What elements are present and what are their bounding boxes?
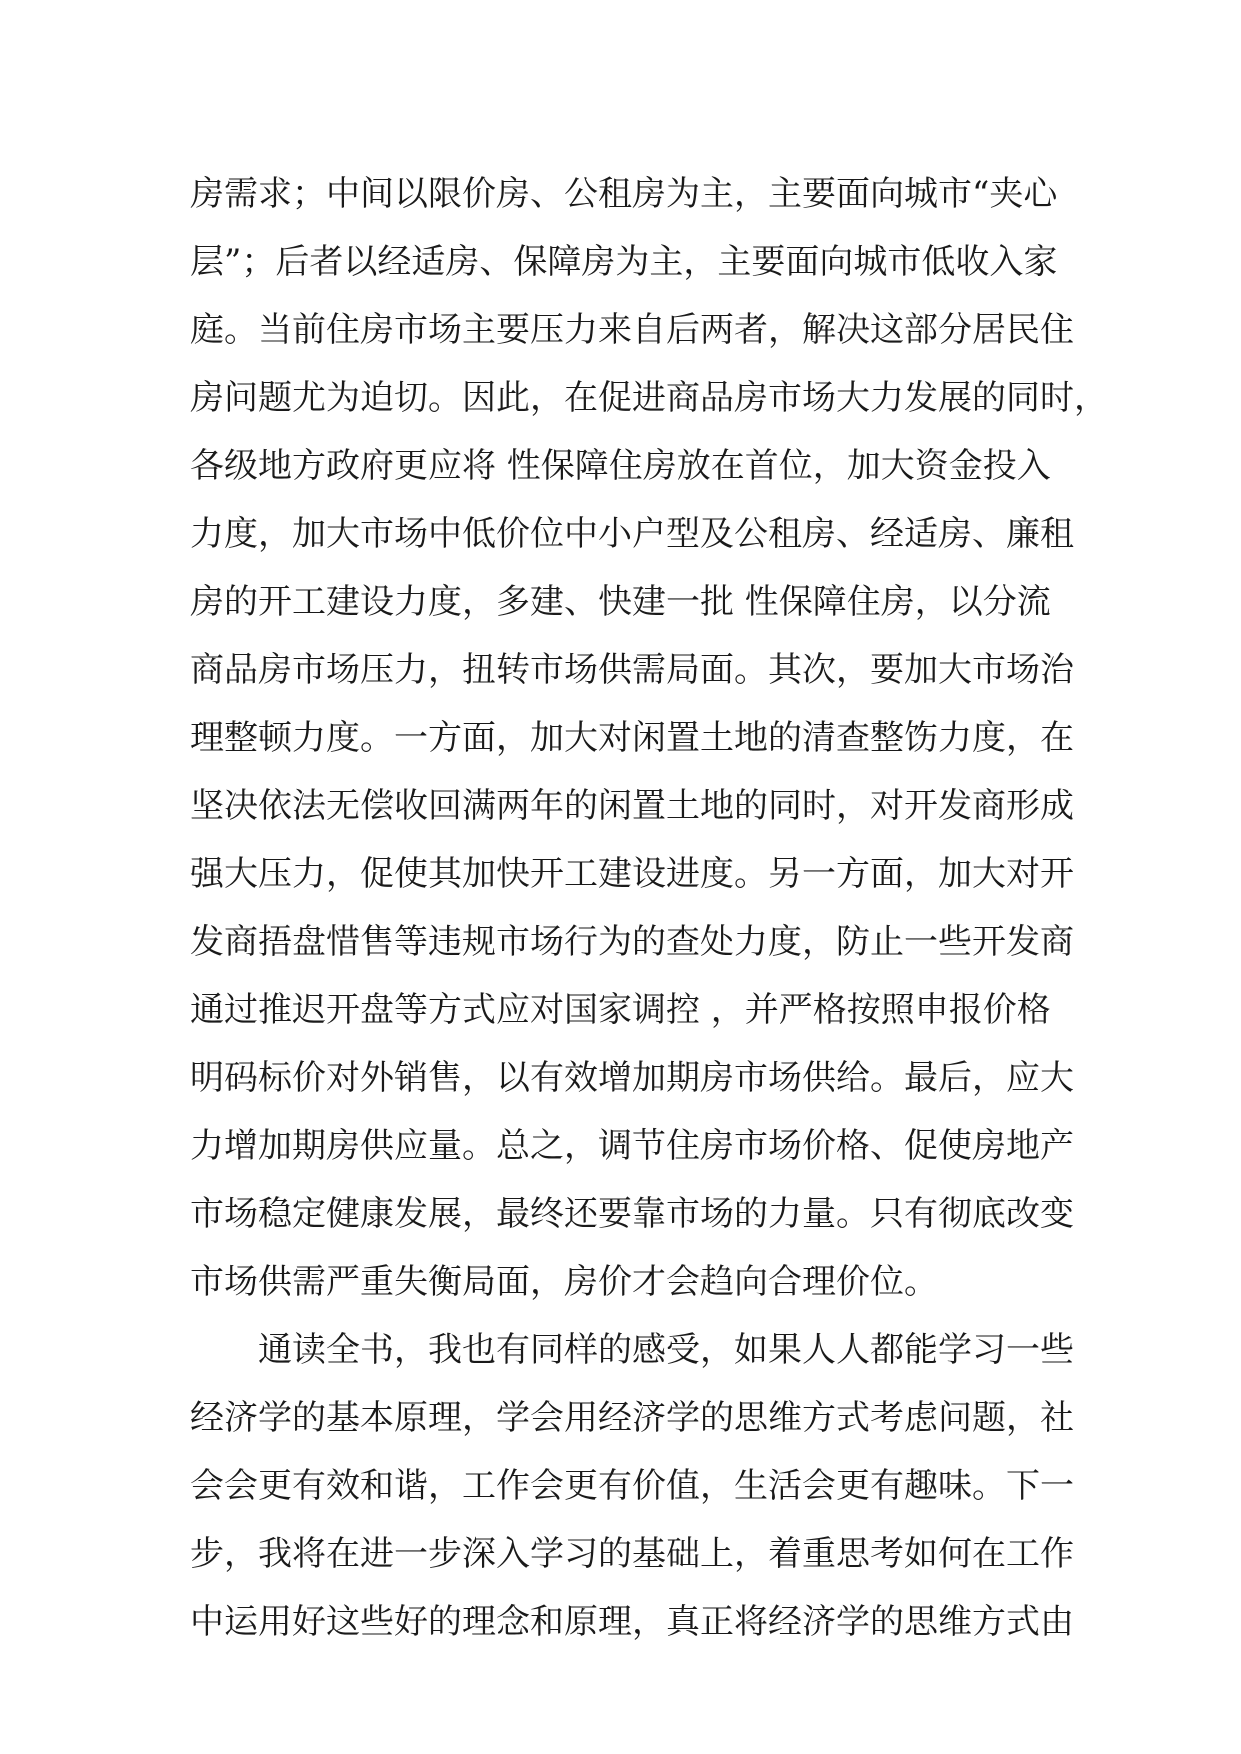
text-line: 层”；后者以经适房、保障房为主，主要面向城市低收入家 (190, 242, 1058, 282)
text-line: 强大压力，促使其加快开工建设进度。另一方面，加大对开 (190, 854, 1074, 894)
text-line: 各级地方政府更应将 性保障住房放在首位，加大资金投入 (190, 446, 1051, 486)
text-line: 通读全书，我也有同样的感受，如果人人都能学习一些 (258, 1330, 1074, 1370)
paragraph-2 (190, 1316, 1074, 1656)
text-line: 商品房市场压力，扭转市场供需局面。其次，要加大市场治 (190, 650, 1074, 690)
text-line: 通过推迟开盘等方式应对国家调控 ，并严格按照申报价格 (190, 990, 1051, 1030)
text-line: 力增加期房供应量。总之，调节住房市场价格、促使房地产 (190, 1126, 1074, 1166)
text-line: 房的开工建设力度，多建、快建一批 性保障住房，以分流 (190, 582, 1051, 622)
text-line: 经济学的基本原理，学会用经济学的思维方式考虑问题，社 (190, 1398, 1074, 1438)
text-line: 坚决依法无偿收回满两年的闲置土地的同时，对开发商形成 (190, 786, 1074, 826)
text-line: 房需求；中间以限价房、公租房为主，主要面向城市“夹心 (190, 174, 1058, 214)
text-line: 市场稳定健康发展，最终还要靠市场的力量。只有彻底改变 (190, 1194, 1074, 1234)
paragraph-1 (190, 160, 1108, 1316)
text-line: 房问题尤为迫切。因此，在促进商品房市场大力发展的同时， (190, 378, 1108, 418)
text-line: 市场供需严重失衡局面，房价才会趋向合理价位。 (190, 1262, 938, 1302)
text-line: 步，我将在进一步深入学习的基础上，着重思考如何在工作 (190, 1534, 1074, 1574)
text-line: 明码标价对外销售，以有效增加期房市场供给。最后，应大 (190, 1058, 1074, 1098)
text-line: 会会更有效和谐，工作会更有价值，生活会更有趣味。下一 (190, 1466, 1074, 1506)
text-line: 理整顿力度。一方面，加大对闲置土地的清查整饬力度，在 (190, 718, 1074, 758)
text-line: 中运用好这些好的理念和原理，真正将经济学的思维方式由 (190, 1602, 1074, 1642)
text-line: 发商捂盘惜售等违规市场行为的查处力度，防止一些开发商 (190, 922, 1074, 962)
text-line: 庭。当前住房市场主要压力来自后两者，解决这部分居民住 (190, 310, 1074, 350)
body-text (190, 160, 1108, 1656)
text-line: 力度，加大市场中低价位中小户型及公租房、经适房、廉租 (190, 514, 1074, 554)
